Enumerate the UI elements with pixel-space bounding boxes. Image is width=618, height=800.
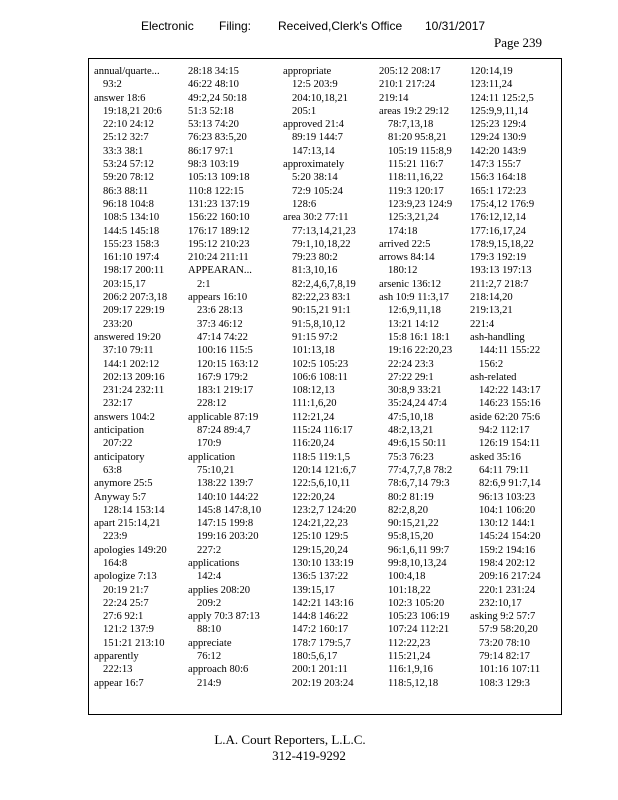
index-line: 102:5 105:23 [292,358,349,370]
index-line: approved 21:4 [283,119,344,131]
index-line: 28:18 34:15 [188,66,239,77]
index-line: 15:8 16:1 18:1 [388,331,450,343]
index-line: 220:1 231:24 [479,584,536,596]
index-line: answered 19:20 [94,331,161,343]
index-line: 227:2 [197,544,222,556]
index-line: 105:19 115:8,9 [388,145,452,157]
index-line: ash 10:9 11:3,17 [379,292,449,304]
index-line: 23:6 28:13 [197,305,243,317]
index-line: 110:8 122:15 [188,185,244,197]
index-line: 138:22 139:7 [197,478,254,490]
index-line: 199:16 203:20 [197,531,259,543]
index-line: 209:16 217:24 [479,571,541,583]
index-line: 219:14 [379,92,409,104]
index-line: 198:4 202:12 [479,557,536,569]
index-line: 13:21 14:12 [388,318,439,330]
index-line: 210:1 217:24 [379,79,436,91]
index-line: 51:3 52:18 [188,105,234,117]
index-line: 210:24 211:11 [188,252,249,264]
index-line: applications [188,557,240,569]
index-line: 82:2,4,6,7,8,19 [292,278,356,290]
index-line: apart 215:14,21 [94,518,161,530]
index-line: 195:12 210:23 [188,238,250,250]
index-line: 82:6,9 91:7,14 [479,478,541,490]
index-line: 88:10 [197,624,222,636]
index-line: 206:2 207:3,18 [103,292,168,304]
index-line: 128:14 153:14 [103,504,165,516]
index-line: 116:20,24 [292,438,335,450]
index-line: 130:10 133:19 [292,557,354,569]
index-line: 214:9 [197,677,222,689]
index-line: 12:6,9,11,18 [388,305,441,317]
index-line: 159:2 194:16 [479,544,536,556]
index-line: 139:15,17 [292,584,335,596]
index-line: 125:23 129:4 [470,119,527,131]
index-line: 142:20 143:9 [470,145,527,157]
index-line: 142:21 143:16 [292,597,354,609]
index-line: 144:5 145:18 [103,225,160,237]
index-line: 183:1 219:17 [197,385,254,397]
index-line: asking 9:2 57:7 [470,611,536,623]
index-line: appropriate [283,66,332,77]
index-line: 136:5 137:22 [292,571,349,583]
index-line: 124:11 125:2,5 [470,92,534,104]
index-line: approximately [283,159,345,171]
index-line: 22:24 25:7 [103,597,149,609]
index-line: 147:15 199:8 [197,518,254,530]
index-line: 179:3 192:19 [470,252,527,264]
index-line: 49:6,15 50:11 [388,438,447,450]
index-line: 120:14,19 [470,66,513,77]
index-line: 75:10,21 [197,464,235,476]
index-line: 19:16 22:20,23 [388,345,453,357]
index-line: 89:19 144:7 [292,132,343,144]
index-line: 77:4,7,7,8 78:2 [388,464,453,476]
index-line: 123:9,23 124:9 [388,198,453,210]
header-filing: Filing: [219,19,252,33]
index-line: 53:24 57:12 [103,159,154,171]
index-line: 115:24 116:17 [292,425,353,437]
index-line: 131:23 137:19 [188,198,250,210]
index-line: 165:1 172:23 [470,185,527,197]
index-line: 81:3,10,16 [292,265,338,277]
index-line: 205:12 208:17 [379,66,441,77]
index-line: 198:17 200:11 [103,265,165,277]
index-line: 115:21 116:7 [388,159,444,171]
index-line: 161:10 197:4 [103,252,160,264]
index-line: ash-related [470,371,517,383]
index-line: 59:20 78:12 [103,172,154,184]
index-line: 35:24,24 47:4 [388,398,447,410]
word-index-table [88,58,562,715]
index-line: 231:24 232:11 [103,385,165,397]
index-line: 82:2,8,20 [388,504,429,516]
index-line: application [188,451,236,463]
index-line: 106:6 108:11 [292,371,348,383]
index-line: 207:22 [103,438,133,450]
index-line: 170:9 [197,438,222,450]
index-line: appears 16:10 [188,292,248,304]
index-line: 46:22 48:10 [188,79,239,91]
page-number: Page 239 [493,35,542,50]
index-line: 142:22 143:17 [479,385,541,397]
index-line: 115:21,24 [388,651,431,663]
index-line: apologies 149:20 [94,544,167,556]
index-line: 118:5 119:1,5 [292,451,351,463]
index-line: 82:22,23 83:1 [292,292,351,304]
header-office: Office [371,19,403,33]
index-line: 101:13,18 [292,345,335,357]
index-line: applicable 87:19 [188,411,259,423]
index-line: 64:11 79:11 [479,464,530,476]
index-line: 112:22,23 [388,637,431,649]
index-line: 99:8,10,13,24 [388,557,447,569]
index-line: 93:2 [103,79,122,91]
index-line: 19:18,21 20:6 [103,105,162,117]
index-line: 76:23 83:5,20 [188,132,247,144]
index-column-4 [379,65,469,710]
index-line: 78:6,7,14 79:3 [388,478,450,490]
index-line: anticipation [94,425,145,437]
index-line: 124:21,22,23 [292,518,348,530]
index-line: 91:5,8,10,12 [292,318,346,330]
index-line: 57:9 58:20,20 [479,624,538,636]
index-line: 107:24 112:21 [388,624,450,636]
index-line: 151:21 213:10 [103,637,165,649]
index-line: 146:23 155:16 [479,398,541,410]
index-line: 86:3 88:11 [103,185,149,197]
index-line: 76:12 [197,651,222,663]
index-line: 2:1 [197,278,211,290]
index-line: asked 35:16 [470,451,521,463]
index-column-2 [188,65,278,710]
index-line: aside 62:20 75:6 [470,411,541,423]
index-line: arrows 84:14 [379,252,435,264]
index-line: 75:3 76:23 [388,451,434,463]
index-line: 176:12,12,14 [470,212,526,224]
index-line: 104:1 106:20 [479,504,536,516]
index-line: 116:1,9,16 [388,664,433,676]
index-line: 222:13 [103,664,133,676]
index-line: 79:14 82:17 [479,651,530,663]
index-line: apply 70:3 87:13 [188,611,260,623]
index-column-5 [470,65,560,710]
index-line: 178:9,15,18,22 [470,238,534,250]
index-line: 156:22 160:10 [188,212,250,224]
index-line: 123:2,7 124:20 [292,504,357,516]
index-line: 145:8 147:8,10 [197,504,262,516]
index-line: 118:11,16,22 [388,172,444,184]
index-line: 122:20,24 [292,491,335,503]
index-line: anymore 25:5 [94,478,153,490]
index-line: ash-handling [470,331,525,343]
index-line: 79:23 80:2 [292,252,338,264]
index-line: appear 16:7 [94,677,144,689]
index-line: 123:11,24 [470,79,513,91]
index-line: 98:3 103:19 [188,159,239,171]
index-line: answer 18:6 [94,92,146,104]
index-line: 20:19 21:7 [103,584,149,596]
index-line: 91:15 97:2 [292,331,338,343]
index-line: 211:2,7 218:7 [470,278,529,290]
index-line: 108:12,13 [292,385,335,397]
index-line: Anyway 5:7 [94,491,147,503]
index-line: 63:8 [103,464,122,476]
index-line: 30:8,9 33:21 [388,385,442,397]
index-line: 175:4,12 176:9 [470,198,535,210]
index-line: 87:24 89:4,7 [197,425,251,437]
index-line: 180:5,6,17 [292,651,338,663]
header-date: 10/31/2017 [425,19,486,33]
index-line: 101:18,22 [388,584,431,596]
index-line: 5:20 38:14 [292,172,338,184]
index-line: 221:4 [470,318,495,330]
index-line: 37:10 79:11 [103,345,154,357]
index-line: 100:16 115:5 [197,345,253,357]
index-line: 204:10,18,21 [292,92,348,104]
index-line: 118:5,12,18 [388,677,439,689]
index-line: 95:8,15,20 [388,531,434,543]
index-line: 102:3 105:20 [388,597,445,609]
index-line: 111:1,6,20 [292,398,337,410]
index-line: annual/quarte... [94,66,160,77]
index-line: 73:20 78:10 [479,637,530,649]
index-line: apparently [94,651,139,663]
index-line: 90:15,21,22 [388,518,439,530]
index-line: 27:22 29:1 [388,371,434,383]
index-line: 147:13,14 [292,145,335,157]
index-line: area 30:2 77:11 [283,212,349,224]
index-line: 140:10 144:22 [197,491,259,503]
index-line: 22:24 23:3 [388,358,434,370]
index-line: 147:3 155:7 [470,159,521,171]
index-line: 120:15 163:12 [197,358,259,370]
index-line: 90:15,21 91:1 [292,305,351,317]
index-line: 96:1,6,11 99:7 [388,544,450,556]
index-line: anticipatory [94,451,145,463]
index-line: apologize 7:13 [94,571,157,583]
index-line: 219:13,21 [470,305,513,317]
index-line: 193:13 197:13 [470,265,532,277]
index-line: 232:10,17 [479,597,522,609]
index-line: 108:5 134:10 [103,212,160,224]
index-line: 119:3 120:17 [388,185,444,197]
index-line: 202:19 203:24 [292,677,354,689]
index-line: appreciate [188,637,232,649]
header-electronic: Electronic [141,19,194,33]
index-line: 232:17 [103,398,133,410]
index-line: 47:5,10,18 [388,411,434,423]
index-line: 125:9,9,11,14 [470,105,529,117]
index-line: 156:3 164:18 [470,172,527,184]
index-line: 177:16,17,24 [470,225,526,237]
index-line: 49:2,24 50:18 [188,92,247,104]
index-line: 125:3,21,24 [388,212,439,224]
index-line: 205:1 [292,105,317,117]
index-line: 174:18 [388,225,418,237]
index-line: 203:15,17 [103,278,146,290]
index-line: 155:23 158:3 [103,238,160,250]
index-line: 200:1 201:11 [292,664,348,676]
index-line: 128:6 [292,198,317,210]
index-line: 12:5 203:9 [292,79,338,91]
index-line: 105:23 106:19 [388,611,450,623]
index-line: 37:3 46:12 [197,318,243,330]
index-line: 79:1,10,18,22 [292,238,351,250]
footer-phone: 312-419-9292 [272,748,346,763]
index-line: 144:11 155:22 [479,345,541,357]
footer-company: L.A. Court Reporters, L.L.C. [214,732,366,747]
index-line: arrived 22:5 [379,238,431,250]
index-column-1 [94,65,184,710]
index-line: 228:12 [197,398,227,410]
index-line: arsenic 136:12 [379,278,442,290]
header-received: Received,Clerk's [278,19,368,33]
index-line: 209:2 [197,597,222,609]
index-line: 164:8 [103,557,128,569]
index-line: 156:2 [479,358,504,370]
index-line: 96:13 103:23 [479,491,536,503]
index-line: answers 104:2 [94,411,155,423]
index-line: 112:21,24 [292,411,335,423]
index-line: 147:2 160:17 [292,624,349,636]
index-line: 48:2,13,21 [388,425,434,437]
index-line: 25:12 32:7 [103,132,149,144]
index-line: 130:12 144:1 [479,518,536,530]
index-line: 77:13,14,21,23 [292,225,356,237]
index-line: 81:20 95:8,21 [388,132,447,144]
index-line: 108:3 129:3 [479,677,530,689]
index-line: 86:17 97:1 [188,145,234,157]
index-line: 33:3 38:1 [103,145,144,157]
index-line: applies 208:20 [188,584,251,596]
index-line: 129:24 130:9 [470,132,527,144]
index-line: 126:19 154:11 [479,438,541,450]
index-line: 223:9 [103,531,128,543]
index-line: 218:14,20 [470,292,513,304]
index-line: 80:2 81:19 [388,491,434,503]
index-line: 121:2 137:9 [103,624,154,636]
index-line: 209:17 229:19 [103,305,165,317]
index-line: approach 80:6 [188,664,249,676]
index-line: 202:13 209:16 [103,371,165,383]
index-line: 176:17 189:12 [188,225,250,237]
index-line: 122:5,6,10,11 [292,478,351,490]
index-line: 101:16 107:11 [479,664,541,676]
index-line: 53:13 74:20 [188,119,239,131]
index-line: 142:4 [197,571,222,583]
index-line: 72:9 105:24 [292,185,343,197]
index-line: 178:7 179:5,7 [292,637,351,649]
index-line: 47:14 74:22 [197,331,248,343]
index-column-3 [283,65,375,710]
index-line: 120:14 121:6,7 [292,464,357,476]
index-line: areas 19:2 29:12 [379,105,450,117]
index-line: 22:10 24:12 [103,119,154,131]
index-line: 27:6 92:1 [103,611,144,623]
index-line: 233:20 [103,318,133,330]
index-line: 105:13 109:18 [188,172,250,184]
index-line: APPEARAN... [188,265,252,277]
index-line: 167:9 179:2 [197,371,248,383]
index-line: 78:7,13,18 [388,119,434,131]
index-line: 94:2 112:17 [479,425,530,437]
index-line: 144:1 202:12 [103,358,160,370]
index-line: 129:15,20,24 [292,544,348,556]
index-line: 125:10 129:5 [292,531,349,543]
index-line: 96:18 104:8 [103,198,154,210]
index-line: 145:24 154:20 [479,531,541,543]
index-line: 100:4,18 [388,571,426,583]
index-line: 144:8 146:22 [292,611,349,623]
index-line: 180:12 [388,265,418,277]
